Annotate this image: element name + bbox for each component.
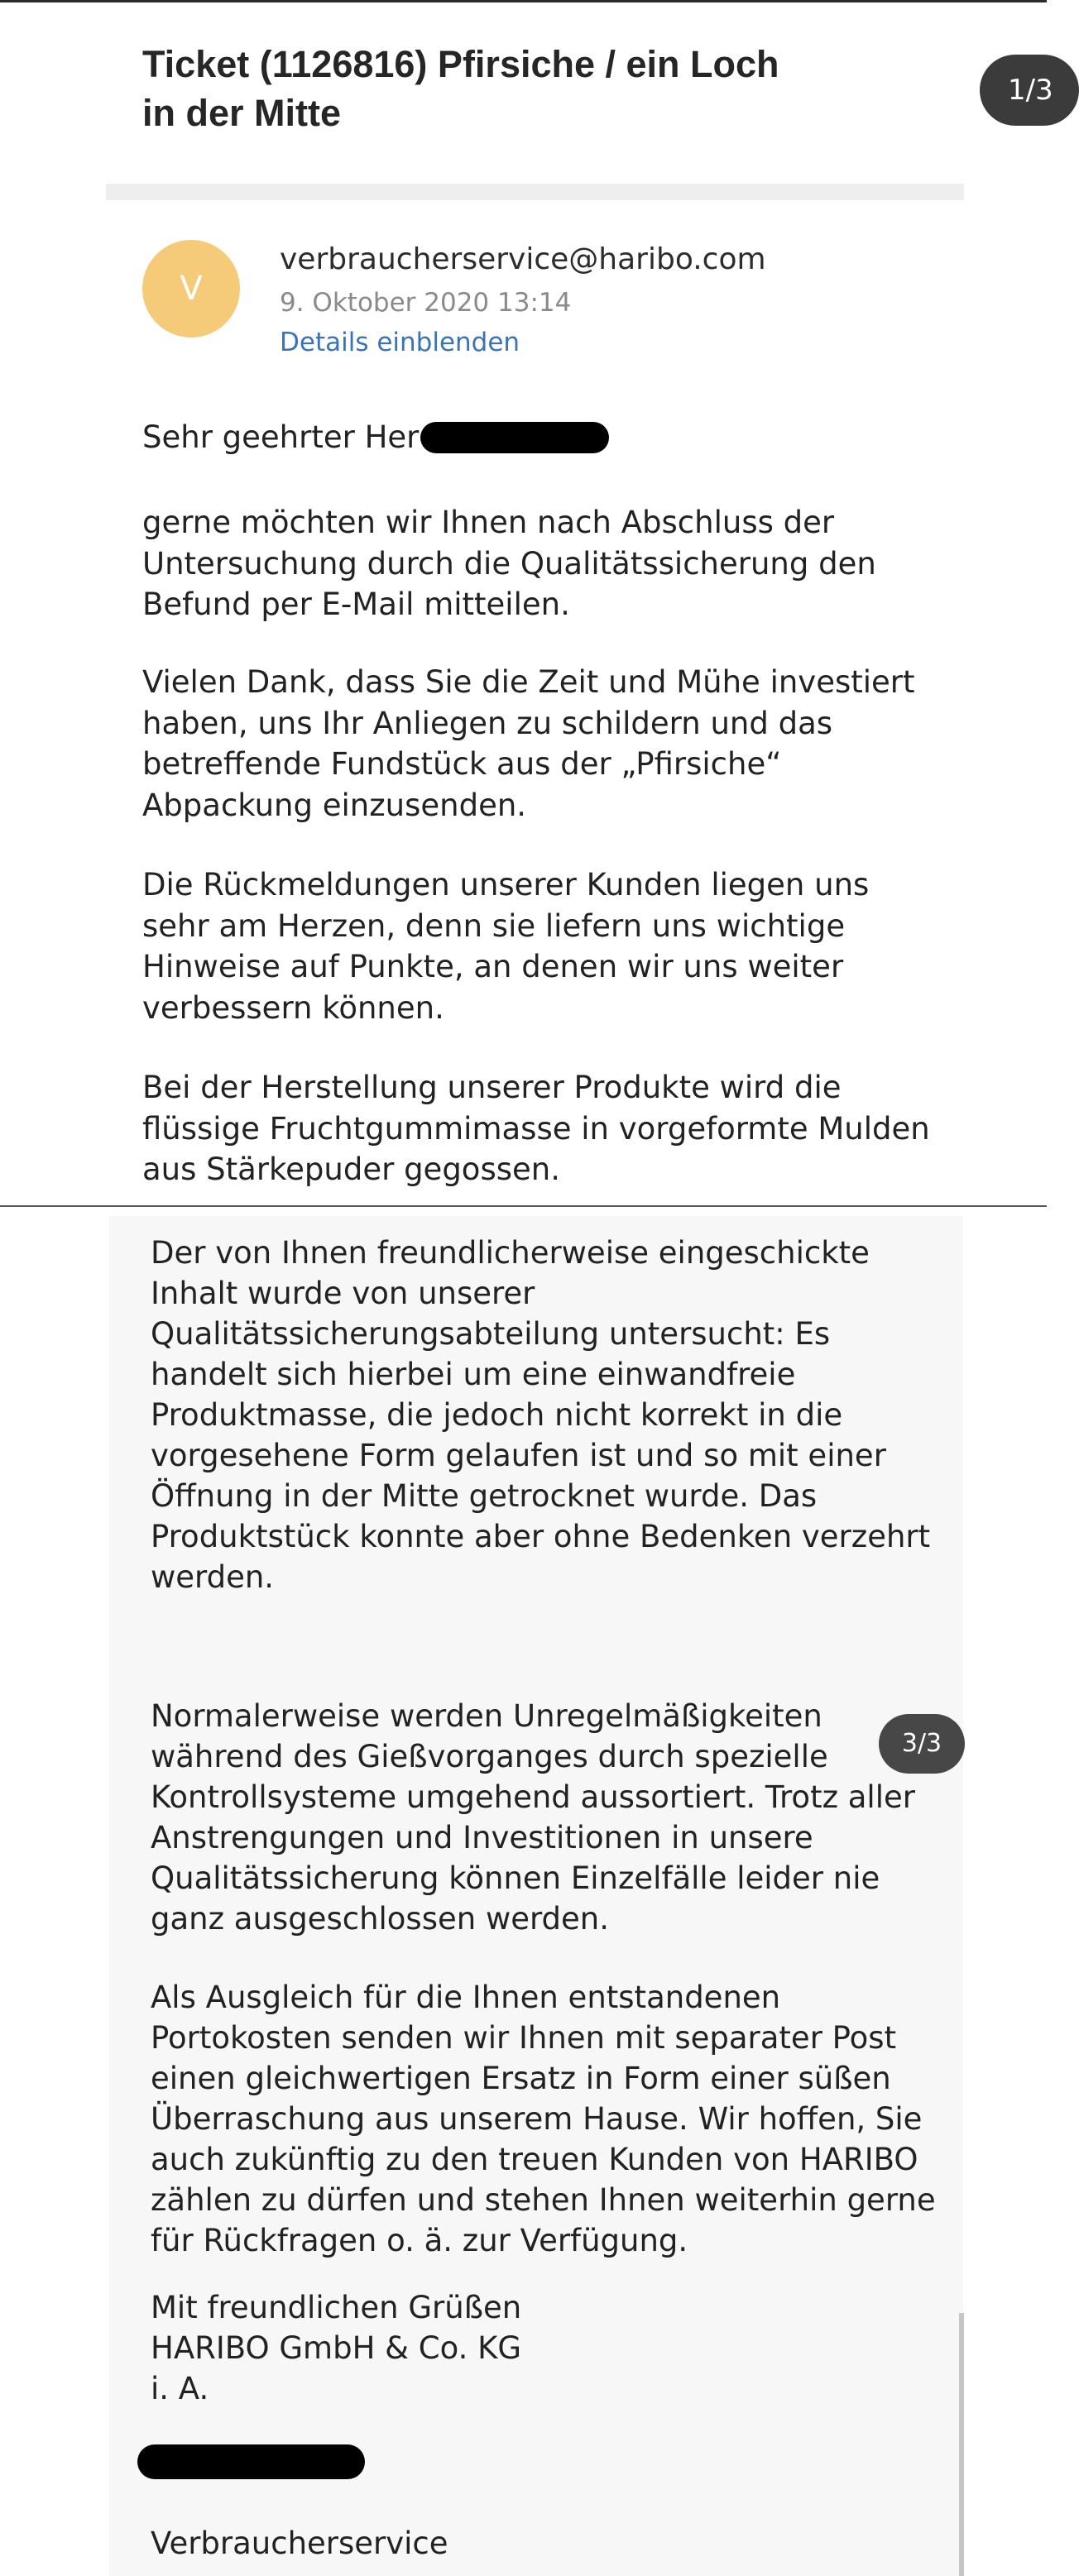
details-link[interactable]: Details einblenden [280,328,520,357]
scrollbar[interactable] [959,2313,964,2576]
redaction-mark [137,2444,365,2479]
email-subject: Ticket (1126816) Pfirsiche / ein Loch in der Mitte [142,43,779,134]
page-indicator-2: 3/3 [879,1714,965,1774]
email-paragraph: Vielen Dank, dass Sie die Zeit und Mühe investiert haben, uns Ihr Anliegen zu schildern und das betreffende Fundstück aus der „Pfirsiche“ Abpackung einzusenden. [142,664,915,823]
greeting: Sehr geehrter Her [142,419,420,455]
header-separator [106,184,964,200]
email-paragraph: Als Ausgleich für die Ihnen entstandenen Portokosten senden wir Ihnen mit separater Post einen gleichwertigen Ersatz in Form einer süßen Überraschung aus unserem Hause. Wir hoffen, Sie auch zukünftig zu den treuen Kunden von HARIBO zählen zu dürfen und stehen Ihnen weiterhin gerne für Rückfragen o. ä. zur Verfügung. [151,1980,936,2258]
email-paragraph: Der von Ihnen freundlicherweise eingeschickte Inhalt wurde von unserer Qualitätssicherungsabteilung untersucht: Es handelt sich hierbei um eine einwandfreie Produktmasse, die jedoch nicht korrekt in die vorgesehene Form gelaufen ist und so mit einer Öffnung in der Mitte getrocknet wurde. Das Produktstück konnte aber ohne Bedenken verzehrt werden. [151,1235,931,1595]
email-paragraph: Normalerweise werden Unregelmäßigkeiten während des Gießvorganges durch spezielle Kontrollsysteme umgehend aussortiert. Trotz aller Anstrengungen und Investitionen in unsere Qualitätssicherung können Einzelfälle leider nie ganz ausgeschlossen werden. [151,1698,915,1937]
department-name: Verbraucherservice [151,2526,448,2561]
email-paragraph: Die Rückmeldungen unserer Kunden liegen uns sehr am Herzen, denn sie liefern uns wichtige Hinweise auf Punkte, an denen wir uns weiter verbessern können. [142,867,870,1026]
email-date: 9. Oktober 2020 13:14 [280,288,572,318]
page-indicator: 1/3 [980,55,1079,126]
top-divider [0,0,1047,2]
redaction-mark [420,422,609,453]
sender-avatar: V [142,240,240,338]
email-paragraph: gerne möchten wir Ihnen nach Abschluss der Untersuchung durch die Qualitätssicherung den Befund per E-Mail mitteilen. [142,505,876,622]
screenshot-divider [0,1205,1047,1207]
email-signoff: Mit freundlichen Grüßen HARIBO GmbH & Co. KG i. A. [151,2290,522,2406]
sender-email: verbraucherservice@haribo.com [280,242,766,276]
email-paragraph: Bei der Herstellung unserer Produkte wird die flüssige Fruchtgummimasse in vorgeformte Mulden aus Stärkepuder gegossen. [142,1070,930,1187]
